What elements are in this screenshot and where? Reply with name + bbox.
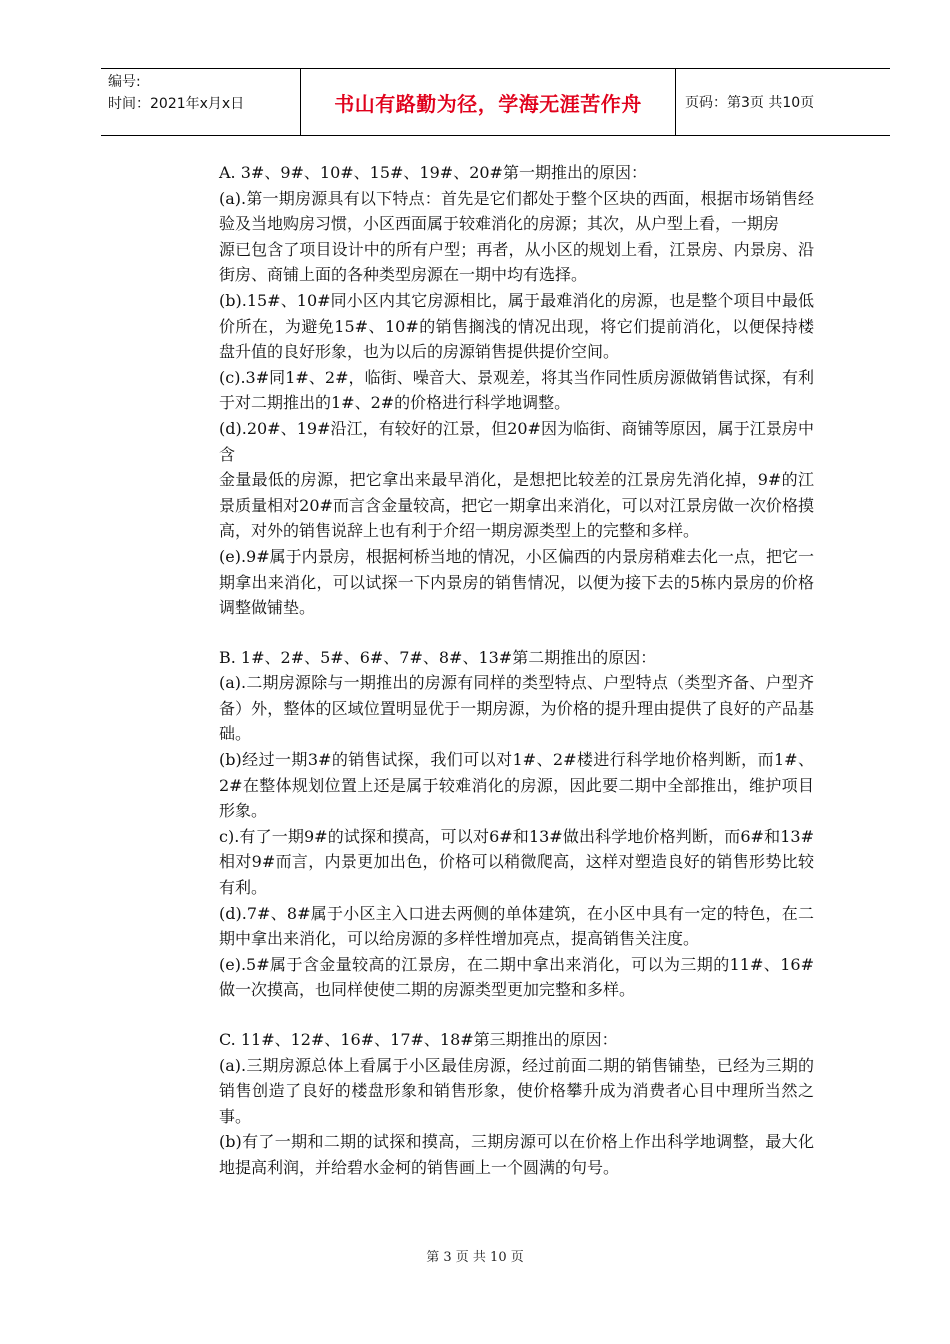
paragraph: (c).3#同1#、2#，临街、噪音大、景观差，将其当作同性质房源做销售试探，有利于对二期推出的1#、2#的价格进行科学地调整。 [219,367,814,413]
time-label: 时间：2021年x月x日 [108,96,245,112]
page-footer: 第 3 页 共 10 页 [426,1250,524,1265]
page-label: 页码：第3页 共10页 [685,95,815,111]
paragraph: (a).第一期房源具有以下特点：首先是它们都处于整个区块的西面，根据市场销售经验及当地购房习惯，小区西面属于较难消化的房源；其次，从户型上看，一期房 [219,188,814,234]
section-heading: C. 11#、12#、16#、17#、18#第三期推出的原因： [219,1030,618,1049]
section-c [219,1027,814,1181]
paragraph: 源已包含了项目设计中的所有户型；再者，从小区的规划上看，江景房、内景房、沿街房、商铺上面的各种类型房源在一期中均有选择。 [219,239,814,285]
paragraph: (a).二期房源除与一期推出的房源有同样的类型特点、户型特点（类型齐备、户型齐备）外，整体的区域位置明显优于一期房源，为价格的提升理由提供了良好的产品基础。 [219,673,814,744]
header-info-cell [101,69,301,135]
paragraph: (b).15#、10#同小区内其它房源相比，属于最难消化的房源，也是整个项目中最低价所在，为避免15#、10#的销售搁浅的情况出现，将它们提前消化，以便保持楼盘升值的良好形象，也为以后的房源销售提供提价空间。 [219,290,814,362]
section-b [219,645,814,1003]
header-page-cell [676,69,890,135]
paragraph: c).有了一期9#的试探和摸高，可以对6#和13#做出科学地价格判断，而6#和13#相对9#而言，内景更加出色，价格可以稍微爬高，这样对塑造良好的销售形势比较有利。 [219,826,814,898]
paragraph: (b)有了一期和二期的试探和摸高，三期房源可以在价格上作出科学地调整，最大化地提高利润，并给碧水金柯的销售画上一个圆满的句号。 [219,1132,814,1177]
document-body [219,160,814,1181]
number-label: 编号: [108,74,141,90]
paragraph: (b)经过一期3#的销售试探，我们可以对1#、2#楼进行科学地价格判断，而1#、2#在整体规划位置上还是属于较难消化的房源，因此要二期中全部推出，维护项目形象。 [219,750,814,821]
section-a [219,160,814,621]
paragraph: (d).20#、19#沿江，有较好的江景，但20#因为临街、商铺等原因，属于江景房中含 [219,418,814,464]
paragraph: (e).9#属于内景房，根据柯桥当地的情况，小区偏西的内景房稍难去化一点，把它一期拿出来消化，可以试探一下内景房的销售情况，以便为接下去的5栋内景房的价格调整做铺垫。 [219,546,814,618]
paragraph: (a).三期房源总体上看属于小区最佳房源，经过前面二期的销售铺垫，已经为三期的销售创造了良好的楼盘形象和销售形象，使价格攀升成为消费者心目中理所当然之事。 [219,1055,814,1126]
section-heading: B. 1#、2#、5#、6#、7#、8#、13#第二期推出的原因： [219,647,657,667]
header-motto-cell [301,69,676,135]
paragraph: 金量最低的房源，把它拿出来最早消化，是想把比较差的江景房先消化掉，9#的江景质量相对20#而言含金量较高，把它一期拿出来消化，可以对江景房做一次价格摸高，对外的销售说辞上也有利于介绍一期房源类型上的完整和多样。 [219,470,814,541]
document-header [101,68,890,136]
paragraph: (e).5#属于含金量较高的江景房，在二期中拿出来消化，可以为三期的11#、16#做一次摸高，也同样使使二期的房源类型更加完整和多样。 [219,954,814,1000]
header-motto: 书山有路勤为径，学海无涯苦作舟 [334,91,642,116]
section-heading: A. 3#、9#、10#、15#、19#、20#第一期推出的原因： [219,163,647,182]
paragraph: (d).7#、8#属于小区主入口进去两侧的单体建筑，在小区中具有一定的特色，在二期中拿出来消化，可以给房源的多样性增加亮点，提高销售关注度。 [219,903,814,949]
